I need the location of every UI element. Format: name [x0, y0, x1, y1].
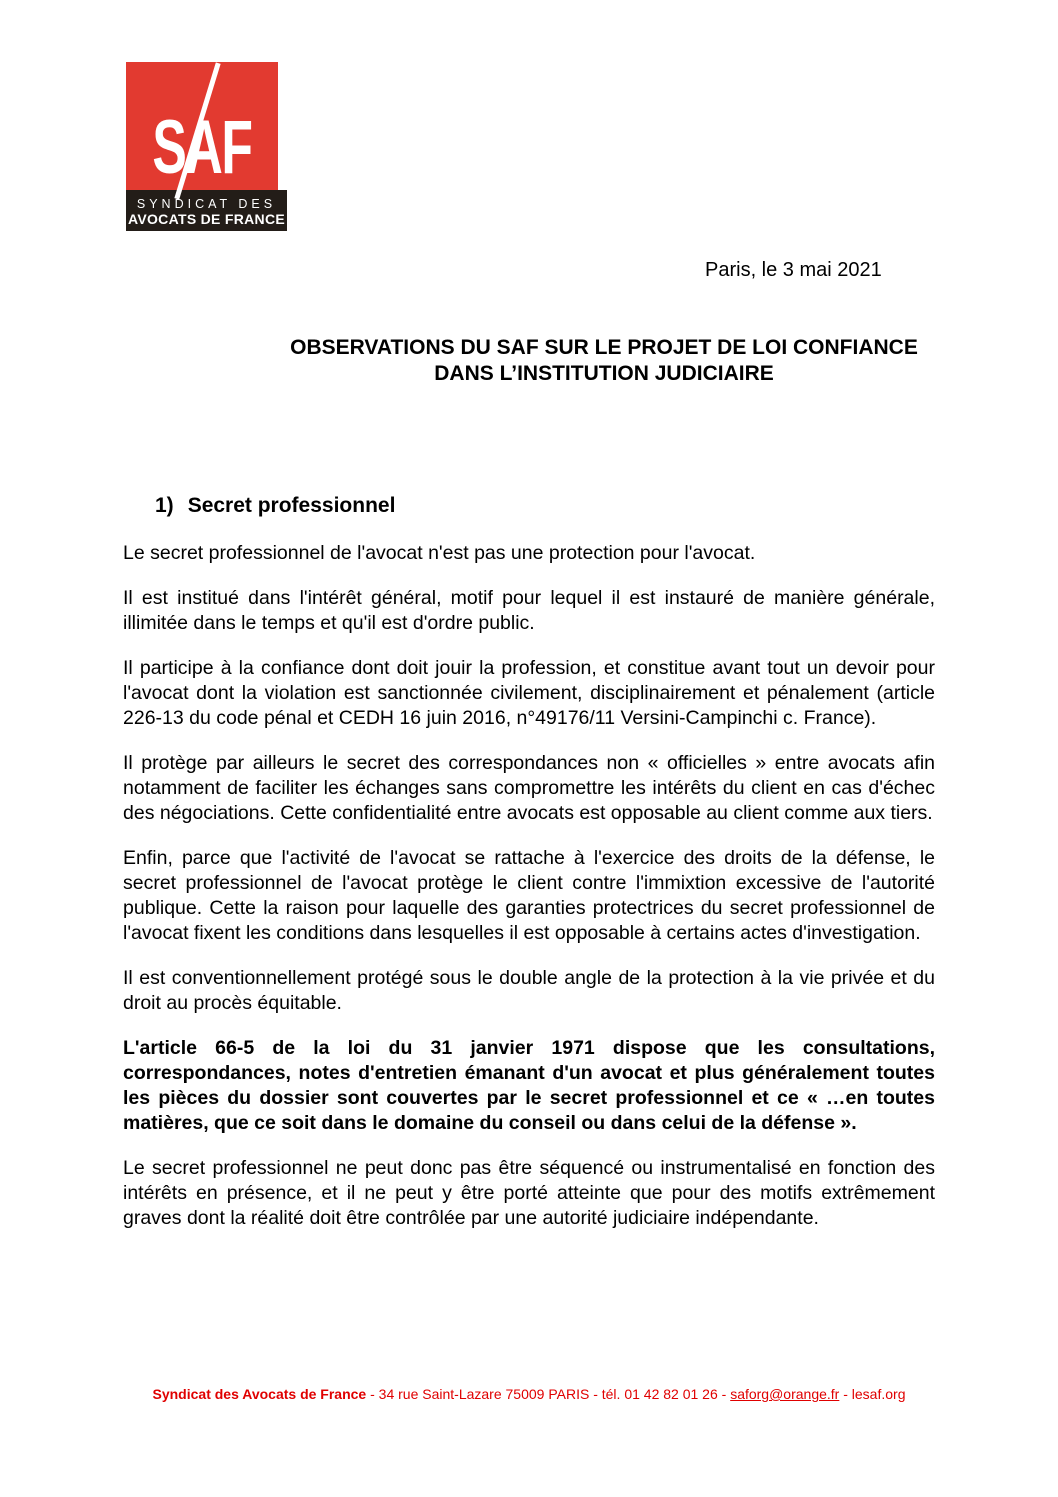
saf-logo-acronym: SAF — [152, 105, 252, 190]
saf-logo-avocats-text: AVOCATS DE FRANCE — [127, 210, 286, 227]
paragraph: Il est conventionnellement protégé sous le double angle de la protection à la vie privée et du droit au procès équitable. — [123, 967, 935, 1014]
footer-email-link[interactable]: saforg@orange.fr — [730, 1386, 840, 1402]
document-title — [273, 335, 935, 387]
saf-logo — [126, 62, 287, 231]
paragraph: Il est institué dans l'intérêt général, motif pour lequel il est instauré de manière générale, illimitée dans le temps et qu'il est d'ordre public. — [123, 587, 935, 634]
footer — [0, 1386, 1058, 1402]
title-line-2: DANS L’INSTITUTION JUDICIAIRE — [434, 362, 774, 385]
saf-logo-syndicat-text: SYNDICAT DES — [136, 196, 277, 211]
paragraph: L'article 66-5 de la loi du 31 janvier 1971 dispose que les consultations, correspondances, notes d'entretien émanant d'un avocat et plus généralement toutes les pièces du dossier sont couvertes par le secret professionnel et ce « …en toutes matières, que ce soit dans le domaine du conseil ou dans celui de la défense ». — [123, 1037, 935, 1134]
paragraph: Il protège par ailleurs le secret des correspondances non « officielles » entre avocats afin notamment de faciliter les échanges sans compromettre les intérêts du client en cas d'échec des négociations. Cette confidentialité entre avocats est opposable au client comme aux tiers. — [123, 752, 935, 824]
footer-address-phone: - 34 rue Saint-Lazare 75009 PARIS - tél. 01 42 82 01 26 - — [366, 1386, 731, 1402]
footer-org-name: Syndicat des Avocats de France — [152, 1386, 367, 1402]
footer-website: - lesaf.org — [839, 1386, 906, 1402]
title-line-1: OBSERVATIONS DU SAF SUR LE PROJET DE LOI CONFIANCE — [290, 336, 918, 359]
paragraph: Le secret professionnel ne peut donc pas être séquencé ou instrumentalisé en fonction des intérêts en présence, et il ne peut y être porté atteinte que pour des motifs extrêmement graves dont la réalité doit être contrôlée par une autorité judiciaire indépendante. — [123, 1157, 935, 1229]
paragraph: Il participe à la confiance dont doit jouir la profession, et constitue avant tout un devoir pour l'avocat dont la violation est sanctionnée civilement, disciplinairement et pénalement (article 226-13 du code pénal et CEDH 16 juin 2016, n°49176/11 Versini-Campinchi c. France). — [123, 657, 935, 729]
saf-logo-red-square — [126, 62, 278, 190]
section-heading — [123, 493, 395, 518]
paragraphs-container — [123, 541, 935, 1251]
section-title: Secret professionnel — [187, 494, 396, 517]
saf-logo-band — [126, 190, 287, 231]
section-number: 1) — [155, 494, 174, 517]
paragraph: Le secret professionnel de l'avocat n'est pas une protection pour l'avocat. — [123, 542, 756, 564]
paragraph: Enfin, parce que l'activité de l'avocat se rattache à l'exercice des droits de la défense, le secret professionnel de l'avocat protège le client contre l'immixtion excessive de l'autorité publique. Cette la raison pour laquelle des garanties protectrices du secret professionnel de l'avocat fixent les conditions dans lesquelles il est opposable à certains actes d'investigation. — [123, 847, 935, 944]
date-line: Paris, le 3 mai 2021 — [705, 259, 882, 281]
